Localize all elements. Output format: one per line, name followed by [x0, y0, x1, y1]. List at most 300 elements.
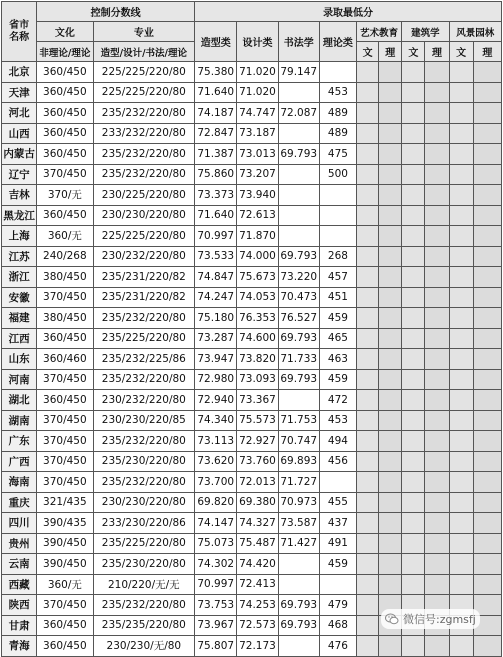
culture-cell: 360/450 — [37, 62, 93, 83]
sheji-cell: 74.420 — [237, 554, 278, 575]
art-edu-li-cell — [379, 349, 402, 370]
landscape-li-header: 理 — [473, 42, 501, 62]
culture-cell: 360/450 — [37, 82, 93, 103]
art-edu-li-header: 理 — [379, 42, 402, 62]
architecture-wen-cell — [402, 103, 425, 124]
art-edu-li-cell — [379, 554, 402, 575]
shufa-cell: 76.527 — [278, 308, 319, 329]
art-edu-li-cell — [379, 431, 402, 452]
architecture-li-cell — [425, 431, 449, 452]
zaoxing-cell: 73.373 — [195, 185, 237, 206]
culture-cell: 380/450 — [37, 267, 93, 288]
landscape-wen-cell — [449, 82, 473, 103]
major-cell: 225/225/220/80 — [93, 82, 195, 103]
architecture-li-cell — [425, 62, 449, 83]
province-cell: 吉林 — [2, 185, 37, 206]
lilun-cell: 494 — [319, 431, 356, 452]
province-cell: 山东 — [2, 349, 37, 370]
architecture-wen-cell — [402, 554, 425, 575]
culture-cell: 360/450 — [37, 390, 93, 411]
lilun-cell: 489 — [319, 103, 356, 124]
sheji-cell: 75.673 — [237, 267, 278, 288]
table-row — [2, 492, 502, 513]
culture-cell: 240/268 — [37, 246, 93, 267]
landscape-li-cell — [473, 390, 501, 411]
lilun-cell: 459 — [319, 308, 356, 329]
art-edu-wen-cell — [357, 533, 379, 554]
sheji-cell: 72.613 — [237, 205, 278, 226]
shufa-cell — [278, 574, 319, 595]
architecture-wen-cell — [402, 451, 425, 472]
major-cell: 225/225/220/80 — [93, 226, 195, 247]
landscape-wen-cell — [449, 574, 473, 595]
table-row — [2, 246, 502, 267]
shufa-cell — [278, 390, 319, 411]
landscape-wen-cell — [449, 533, 473, 554]
zaoxing-cell: 74.247 — [195, 287, 237, 308]
shufa-cell: 73.220 — [278, 267, 319, 288]
lilun-cell: 489 — [319, 123, 356, 144]
architecture-li-cell — [425, 451, 449, 472]
table-row — [2, 513, 502, 534]
landscape-li-cell — [473, 369, 501, 390]
shufa-cell: 71.753 — [278, 410, 319, 431]
major-cell: 230/230/220/80 — [93, 205, 195, 226]
architecture-li-cell — [425, 369, 449, 390]
lilun-cell — [319, 185, 356, 206]
culture-cell: 370/450 — [37, 164, 93, 185]
landscape-li-cell — [473, 185, 501, 206]
art-edu-wen-cell — [357, 267, 379, 288]
architecture-li-cell — [425, 513, 449, 534]
sheji-cell: 74.600 — [237, 328, 278, 349]
zaoxing-cell: 75.807 — [195, 636, 237, 657]
shufa-cell — [278, 226, 319, 247]
culture-cell: 360/450 — [37, 205, 93, 226]
art-edu-li-cell — [379, 185, 402, 206]
art-edu-li-cell — [379, 287, 402, 308]
sheji-cell: 74.327 — [237, 513, 278, 534]
architecture-wen-header: 文 — [402, 42, 425, 62]
landscape-li-cell — [473, 328, 501, 349]
shufa-cell: 70.973 — [278, 492, 319, 513]
table-header — [2, 2, 502, 62]
shufa-cell — [278, 554, 319, 575]
shufa-header: 书法学 — [278, 22, 319, 62]
lilun-cell: 475 — [319, 144, 356, 165]
sheji-cell: 74.000 — [237, 246, 278, 267]
architecture-li-cell — [425, 492, 449, 513]
architecture-wen-cell — [402, 472, 425, 493]
lilun-cell: 491 — [319, 533, 356, 554]
architecture-wen-cell — [402, 533, 425, 554]
lilun-header: 理论类 — [319, 22, 356, 62]
table-row — [2, 287, 502, 308]
zaoxing-cell: 73.533 — [195, 246, 237, 267]
culture-cell: 360/450 — [37, 123, 93, 144]
landscape-li-cell — [473, 144, 501, 165]
art-edu-li-cell — [379, 533, 402, 554]
sheji-cell: 72.573 — [237, 615, 278, 636]
sheji-header: 设计类 — [237, 22, 278, 62]
zaoxing-cell: 73.753 — [195, 595, 237, 616]
sheji-cell: 74.747 — [237, 103, 278, 124]
major-cell: 235/232/220/80 — [93, 472, 195, 493]
culture-header: 文化 — [37, 22, 93, 42]
sheji-cell: 71.870 — [237, 226, 278, 247]
province-cell: 内蒙古 — [2, 144, 37, 165]
culture-cell: 370/450 — [37, 369, 93, 390]
zaoxing-cell: 75.073 — [195, 533, 237, 554]
architecture-li-cell — [425, 185, 449, 206]
art-edu-wen-cell — [357, 185, 379, 206]
shufa-cell — [278, 205, 319, 226]
major-cell: 230/232/220/80 — [93, 390, 195, 411]
sheji-cell: 73.093 — [237, 369, 278, 390]
shufa-cell: 69.893 — [278, 451, 319, 472]
lilun-cell: 472 — [319, 390, 356, 411]
sheji-cell: 76.353 — [237, 308, 278, 329]
art-edu-wen-cell — [357, 287, 379, 308]
sheji-cell: 72.413 — [237, 574, 278, 595]
art-edu-li-cell — [379, 123, 402, 144]
art-edu-wen-cell — [357, 595, 379, 616]
zaoxing-cell: 73.967 — [195, 615, 237, 636]
table-row — [2, 349, 502, 370]
major-cell: 235/230/220/80 — [93, 554, 195, 575]
sheji-cell: 73.013 — [237, 144, 278, 165]
art-edu-li-cell — [379, 144, 402, 165]
zaoxing-cell: 71.640 — [195, 205, 237, 226]
lilun-cell — [319, 226, 356, 247]
landscape-li-cell — [473, 164, 501, 185]
art-edu-wen-cell — [357, 82, 379, 103]
sheji-cell: 72.927 — [237, 431, 278, 452]
major-cell: 235/232/220/80 — [93, 103, 195, 124]
lilun-cell: 500 — [319, 164, 356, 185]
landscape-wen-cell — [449, 287, 473, 308]
zaoxing-cell: 74.187 — [195, 103, 237, 124]
major-cell: 235/232/225/86 — [93, 349, 195, 370]
landscape-wen-cell — [449, 267, 473, 288]
art-edu-li-cell — [379, 574, 402, 595]
province-cell: 广西 — [2, 451, 37, 472]
sheji-cell: 72.173 — [237, 636, 278, 657]
sheji-cell: 73.367 — [237, 390, 278, 411]
landscape-wen-cell — [449, 328, 473, 349]
province-cell: 山西 — [2, 123, 37, 144]
art-edu-li-cell — [379, 267, 402, 288]
culture-cell: 360/无 — [37, 226, 93, 247]
major-cell: 233/232/220/80 — [93, 123, 195, 144]
landscape-li-cell — [473, 513, 501, 534]
lilun-cell: 459 — [319, 369, 356, 390]
landscape-li-cell — [473, 287, 501, 308]
lilun-cell: 463 — [319, 349, 356, 370]
lilun-cell: 468 — [319, 615, 356, 636]
major-cell: 235/231/220/82 — [93, 267, 195, 288]
art-edu-wen-cell — [357, 123, 379, 144]
lilun-cell: 451 — [319, 287, 356, 308]
province-cell: 湖南 — [2, 410, 37, 431]
major-cell: 235/231/220/82 — [93, 287, 195, 308]
landscape-wen-cell — [449, 513, 473, 534]
architecture-wen-cell — [402, 431, 425, 452]
sheji-cell: 75.573 — [237, 410, 278, 431]
culture-cell: 370/450 — [37, 410, 93, 431]
landscape-wen-cell — [449, 103, 473, 124]
culture-cell: 370/无 — [37, 185, 93, 206]
province-cell: 陕西 — [2, 595, 37, 616]
province-cell: 上海 — [2, 226, 37, 247]
major-cell: 235/232/220/80 — [93, 595, 195, 616]
art-edu-wen-cell — [357, 615, 379, 636]
landscape-li-cell — [473, 533, 501, 554]
province-cell: 广东 — [2, 431, 37, 452]
art-edu-li-cell — [379, 82, 402, 103]
art-edu-wen-cell — [357, 144, 379, 165]
corner-bottom-label: 名称 — [9, 31, 30, 43]
zaoxing-cell: 70.997 — [195, 226, 237, 247]
lilun-cell: 476 — [319, 636, 356, 657]
art-edu-li-cell — [379, 513, 402, 534]
province-cell: 安徽 — [2, 287, 37, 308]
landscape-li-cell — [473, 62, 501, 83]
shufa-cell: 69.793 — [278, 615, 319, 636]
table-row — [2, 144, 502, 165]
landscape-wen-cell — [449, 451, 473, 472]
landscape-wen-cell — [449, 431, 473, 452]
architecture-li-cell — [425, 246, 449, 267]
zaoxing-cell: 71.387 — [195, 144, 237, 165]
table-row — [2, 226, 502, 247]
culture-cell: 360/450 — [37, 103, 93, 124]
landscape-wen-cell — [449, 410, 473, 431]
province-cell: 天津 — [2, 82, 37, 103]
province-cell: 青海 — [2, 636, 37, 657]
province-cell: 辽宁 — [2, 164, 37, 185]
landscape-li-cell — [473, 431, 501, 452]
lilun-cell: 465 — [319, 328, 356, 349]
min-score-header: 录取最低分 — [195, 2, 502, 22]
province-cell: 湖北 — [2, 390, 37, 411]
landscape-wen-cell — [449, 390, 473, 411]
architecture-wen-cell — [402, 287, 425, 308]
art-edu-wen-header: 文 — [357, 42, 379, 62]
architecture-wen-cell — [402, 205, 425, 226]
art-edu-wen-cell — [357, 164, 379, 185]
major-cell: 233/230/220/86 — [93, 513, 195, 534]
architecture-li-cell — [425, 472, 449, 493]
lilun-cell — [319, 205, 356, 226]
architecture-li-cell — [425, 164, 449, 185]
zaoxing-cell: 75.860 — [195, 164, 237, 185]
shufa-cell — [278, 123, 319, 144]
architecture-wen-cell — [402, 308, 425, 329]
major-cell: 235/232/220/80 — [93, 308, 195, 329]
architecture-wen-cell — [402, 246, 425, 267]
culture-cell: 370/450 — [37, 287, 93, 308]
table-row — [2, 82, 502, 103]
architecture-li-cell — [425, 574, 449, 595]
table-row — [2, 185, 502, 206]
zaoxing-cell: 74.340 — [195, 410, 237, 431]
architecture-li-cell — [425, 533, 449, 554]
province-cell: 河南 — [2, 369, 37, 390]
province-cell: 江西 — [2, 328, 37, 349]
lilun-cell: 455 — [319, 492, 356, 513]
table-body — [2, 62, 502, 657]
landscape-li-cell — [473, 205, 501, 226]
art-edu-wen-cell — [357, 328, 379, 349]
table-row — [2, 62, 502, 83]
lilun-cell — [319, 62, 356, 83]
landscape-li-cell — [473, 349, 501, 370]
landscape-wen-cell — [449, 123, 473, 144]
architecture-wen-cell — [402, 369, 425, 390]
table-row — [2, 451, 502, 472]
major-cell: 235/232/220/80 — [93, 431, 195, 452]
landscape-li-cell — [473, 82, 501, 103]
sheji-cell: 69.380 — [237, 492, 278, 513]
shufa-cell: 79.147 — [278, 62, 319, 83]
art-edu-wen-cell — [357, 246, 379, 267]
province-cell: 贵州 — [2, 533, 37, 554]
shufa-cell: 69.793 — [278, 246, 319, 267]
art-edu-li-cell — [379, 164, 402, 185]
sheji-cell: 73.207 — [237, 164, 278, 185]
sheji-cell: 73.940 — [237, 185, 278, 206]
shufa-cell: 69.793 — [278, 144, 319, 165]
province-cell: 甘肃 — [2, 615, 37, 636]
architecture-wen-cell — [402, 492, 425, 513]
lilun-cell: 453 — [319, 82, 356, 103]
architecture-header: 建筑学 — [402, 22, 449, 42]
landscape-li-cell — [473, 103, 501, 124]
table-row — [2, 205, 502, 226]
major-cell: 235/225/220/80 — [93, 328, 195, 349]
zaoxing-cell: 72.847 — [195, 123, 237, 144]
art-edu-header: 艺术教育 — [357, 22, 402, 42]
architecture-li-cell — [425, 308, 449, 329]
shufa-cell: 69.793 — [278, 328, 319, 349]
art-edu-li-cell — [379, 246, 402, 267]
architecture-li-cell — [425, 410, 449, 431]
art-edu-li-cell — [379, 369, 402, 390]
landscape-li-cell — [473, 492, 501, 513]
table-row — [2, 123, 502, 144]
sheji-cell: 71.020 — [237, 62, 278, 83]
culture-cell: 380/450 — [37, 308, 93, 329]
table-row — [2, 554, 502, 575]
landscape-wen-cell — [449, 246, 473, 267]
art-edu-li-cell — [379, 62, 402, 83]
architecture-wen-cell — [402, 390, 425, 411]
watermark-text: 微信号:zgmsfj — [403, 613, 476, 626]
lilun-cell — [319, 574, 356, 595]
art-edu-wen-cell — [357, 554, 379, 575]
art-edu-wen-cell — [357, 451, 379, 472]
major-cell: 235/232/220/80 — [93, 369, 195, 390]
architecture-li-cell — [425, 349, 449, 370]
province-cell: 重庆 — [2, 492, 37, 513]
culture-cell: 360/450 — [37, 328, 93, 349]
lilun-cell: 459 — [319, 554, 356, 575]
architecture-wen-cell — [402, 62, 425, 83]
art-edu-li-cell — [379, 472, 402, 493]
culture-cell: 360/450 — [37, 636, 93, 657]
province-cell: 河北 — [2, 103, 37, 124]
shufa-cell: 69.793 — [278, 595, 319, 616]
landscape-li-cell — [473, 226, 501, 247]
architecture-wen-cell — [402, 226, 425, 247]
zaoxing-cell: 75.180 — [195, 308, 237, 329]
major-cell: 230/232/220/80 — [93, 246, 195, 267]
architecture-wen-cell — [402, 513, 425, 534]
table-row — [2, 410, 502, 431]
landscape-li-cell — [473, 451, 501, 472]
lilun-cell: 457 — [319, 267, 356, 288]
art-edu-wen-cell — [357, 103, 379, 124]
zaoxing-cell: 73.113 — [195, 431, 237, 452]
province-cell: 北京 — [2, 62, 37, 83]
culture-sub-header: 非理论/理论 — [37, 42, 93, 62]
art-edu-wen-cell — [357, 492, 379, 513]
architecture-wen-cell — [402, 185, 425, 206]
art-edu-li-cell — [379, 328, 402, 349]
culture-cell: 370/450 — [37, 472, 93, 493]
zaoxing-cell: 74.847 — [195, 267, 237, 288]
table-row — [2, 308, 502, 329]
landscape-wen-cell — [449, 472, 473, 493]
landscape-li-cell — [473, 123, 501, 144]
art-edu-li-cell — [379, 205, 402, 226]
shufa-cell: 70.747 — [278, 431, 319, 452]
art-edu-li-cell — [379, 390, 402, 411]
sheji-cell: 72.013 — [237, 472, 278, 493]
art-edu-wen-cell — [357, 308, 379, 329]
landscape-wen-cell — [449, 226, 473, 247]
landscape-wen-cell — [449, 144, 473, 165]
shufa-cell: 71.727 — [278, 472, 319, 493]
art-edu-li-cell — [379, 103, 402, 124]
sheji-cell: 71.020 — [237, 82, 278, 103]
major-cell: 230/230/220/80 — [93, 492, 195, 513]
control-line-header: 控制分数线 — [37, 2, 195, 22]
architecture-li-cell — [425, 328, 449, 349]
architecture-li-cell — [425, 267, 449, 288]
province-cell: 浙江 — [2, 267, 37, 288]
sheji-cell: 73.820 — [237, 349, 278, 370]
province-cell: 江苏 — [2, 246, 37, 267]
table-row — [2, 533, 502, 554]
landscape-li-cell — [473, 574, 501, 595]
art-edu-li-cell — [379, 410, 402, 431]
sheji-cell: 74.053 — [237, 287, 278, 308]
major-header: 专业 — [93, 22, 195, 42]
landscape-wen-cell — [449, 308, 473, 329]
watermark — [381, 609, 480, 629]
architecture-wen-cell — [402, 267, 425, 288]
table-row — [2, 369, 502, 390]
shufa-cell: 69.793 — [278, 369, 319, 390]
art-edu-wen-cell — [357, 472, 379, 493]
art-edu-wen-cell — [357, 410, 379, 431]
lilun-cell: 268 — [319, 246, 356, 267]
shufa-cell: 70.473 — [278, 287, 319, 308]
architecture-li-cell — [425, 554, 449, 575]
culture-cell: 370/450 — [37, 595, 93, 616]
